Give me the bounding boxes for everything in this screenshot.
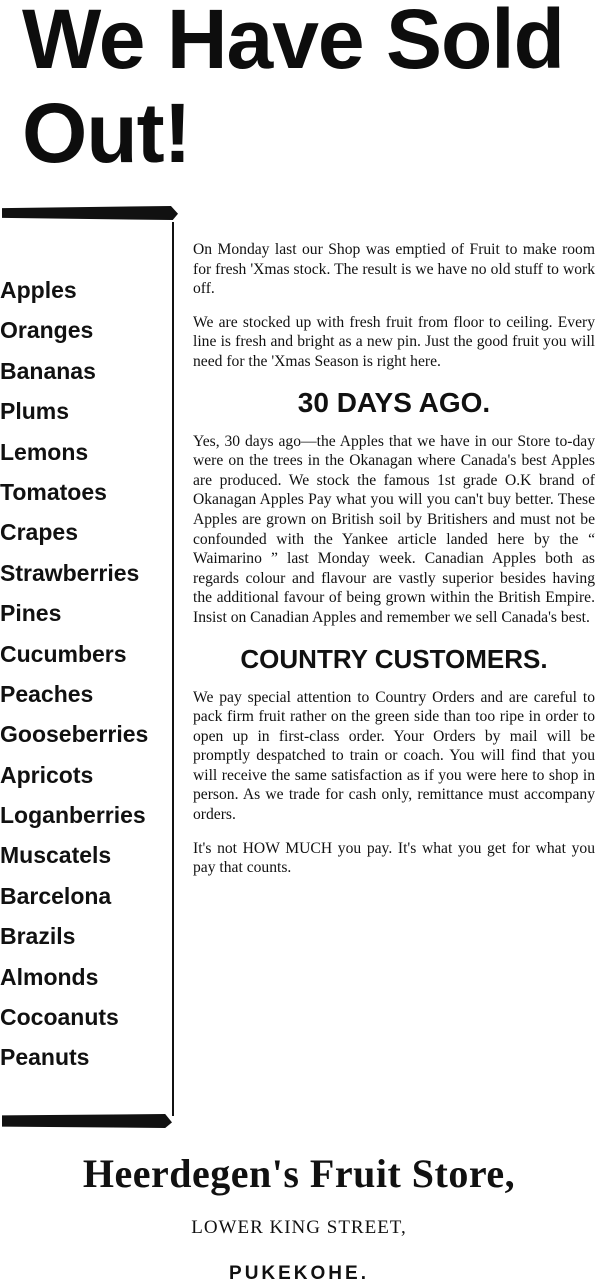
intro-paragraph: On Monday last our Shop was emptied of Fruit to make room for fresh 'Xmas stock. The result is we have no old stuff to work off.: [193, 241, 595, 298]
list-item: Plums: [0, 398, 70, 425]
store-name: Heerdegen's Fruit Store,: [82, 1151, 516, 1196]
list-item: Apples: [0, 277, 77, 303]
list-item: Almonds: [0, 963, 99, 990]
list-item: Oranges: [0, 317, 94, 344]
list-item: Gooseberries: [0, 721, 149, 748]
section-body-country: We pay special attention to Country Orders and are careful to pack firm fruit rather on the green side than too ripe in order to open up in first-class order. Your Orders by mail will be promptly despatched to train or coach. You will find that you will receive the same satisfaction as if you were here to shop in person. As we trade for cash only, remittance must accompany orders.: [193, 688, 595, 824]
top-rule: [2, 206, 178, 220]
section-body-30-days: Yes, 30 days ago—the Apples that we have in our Store to-day were on the trees in the Okanagan where Canada's best Apples are produced. We stock the famous 1st grade O.K brand of Okanagan Apples Pay what you will you can't buy better. These Apples are grown on British soil by Britishers and must not be confounded with the Yankee article landed here by the “ Waimarino ” last Monday week. Canadian Apples both as regards colour and flavour are vastly superior besides having the additional favour of being grown within the British Empire. Insist on Canadian Apples and remember we sell Canada's best.: [193, 432, 595, 626]
list-item: Cucumbers: [0, 640, 127, 667]
list-item: Crapes: [0, 519, 78, 546]
list-item: Peaches: [0, 680, 94, 707]
list-item: Bananas: [0, 357, 96, 384]
list-item: Brazils: [0, 923, 76, 950]
intro-paragraph: We are stocked up with fresh fruit from floor to ceiling. Every line is fresh and bright as a new pin. Just the good fruit you will need for the 'Xmas Season is right here.: [193, 313, 595, 370]
column-divider: [172, 222, 174, 1116]
list-item: Muscatels: [0, 842, 112, 869]
section-heading-30-days: 30 DAYS AGO.: [297, 386, 491, 418]
list-item: Pines: [0, 600, 62, 627]
list-item: Loganberries: [0, 802, 146, 829]
store-street: LOWER KING STREET,: [191, 1217, 407, 1238]
list-item: Apricots: [0, 761, 94, 788]
list-item: Peanuts: [0, 1044, 90, 1071]
list-item: Barcelona: [0, 882, 112, 909]
body-column: [193, 240, 595, 892]
list-item: Cocoanuts: [0, 1004, 119, 1031]
closing-line: It's not HOW MUCH you pay. It's what you get for what you pay that counts.: [193, 839, 595, 877]
bottom-rule: [2, 1114, 172, 1128]
store-town: PUKEKOHE.: [229, 1263, 369, 1284]
list-item: Tomatoes: [0, 478, 107, 505]
list-item: Strawberries: [0, 559, 140, 586]
list-item: Lemons: [0, 438, 89, 465]
headline: We Have Sold Out!: [22, 0, 564, 180]
section-heading-country: COUNTRY CUSTOMERS.: [240, 643, 548, 674]
fruit-list: [0, 270, 168, 1078]
